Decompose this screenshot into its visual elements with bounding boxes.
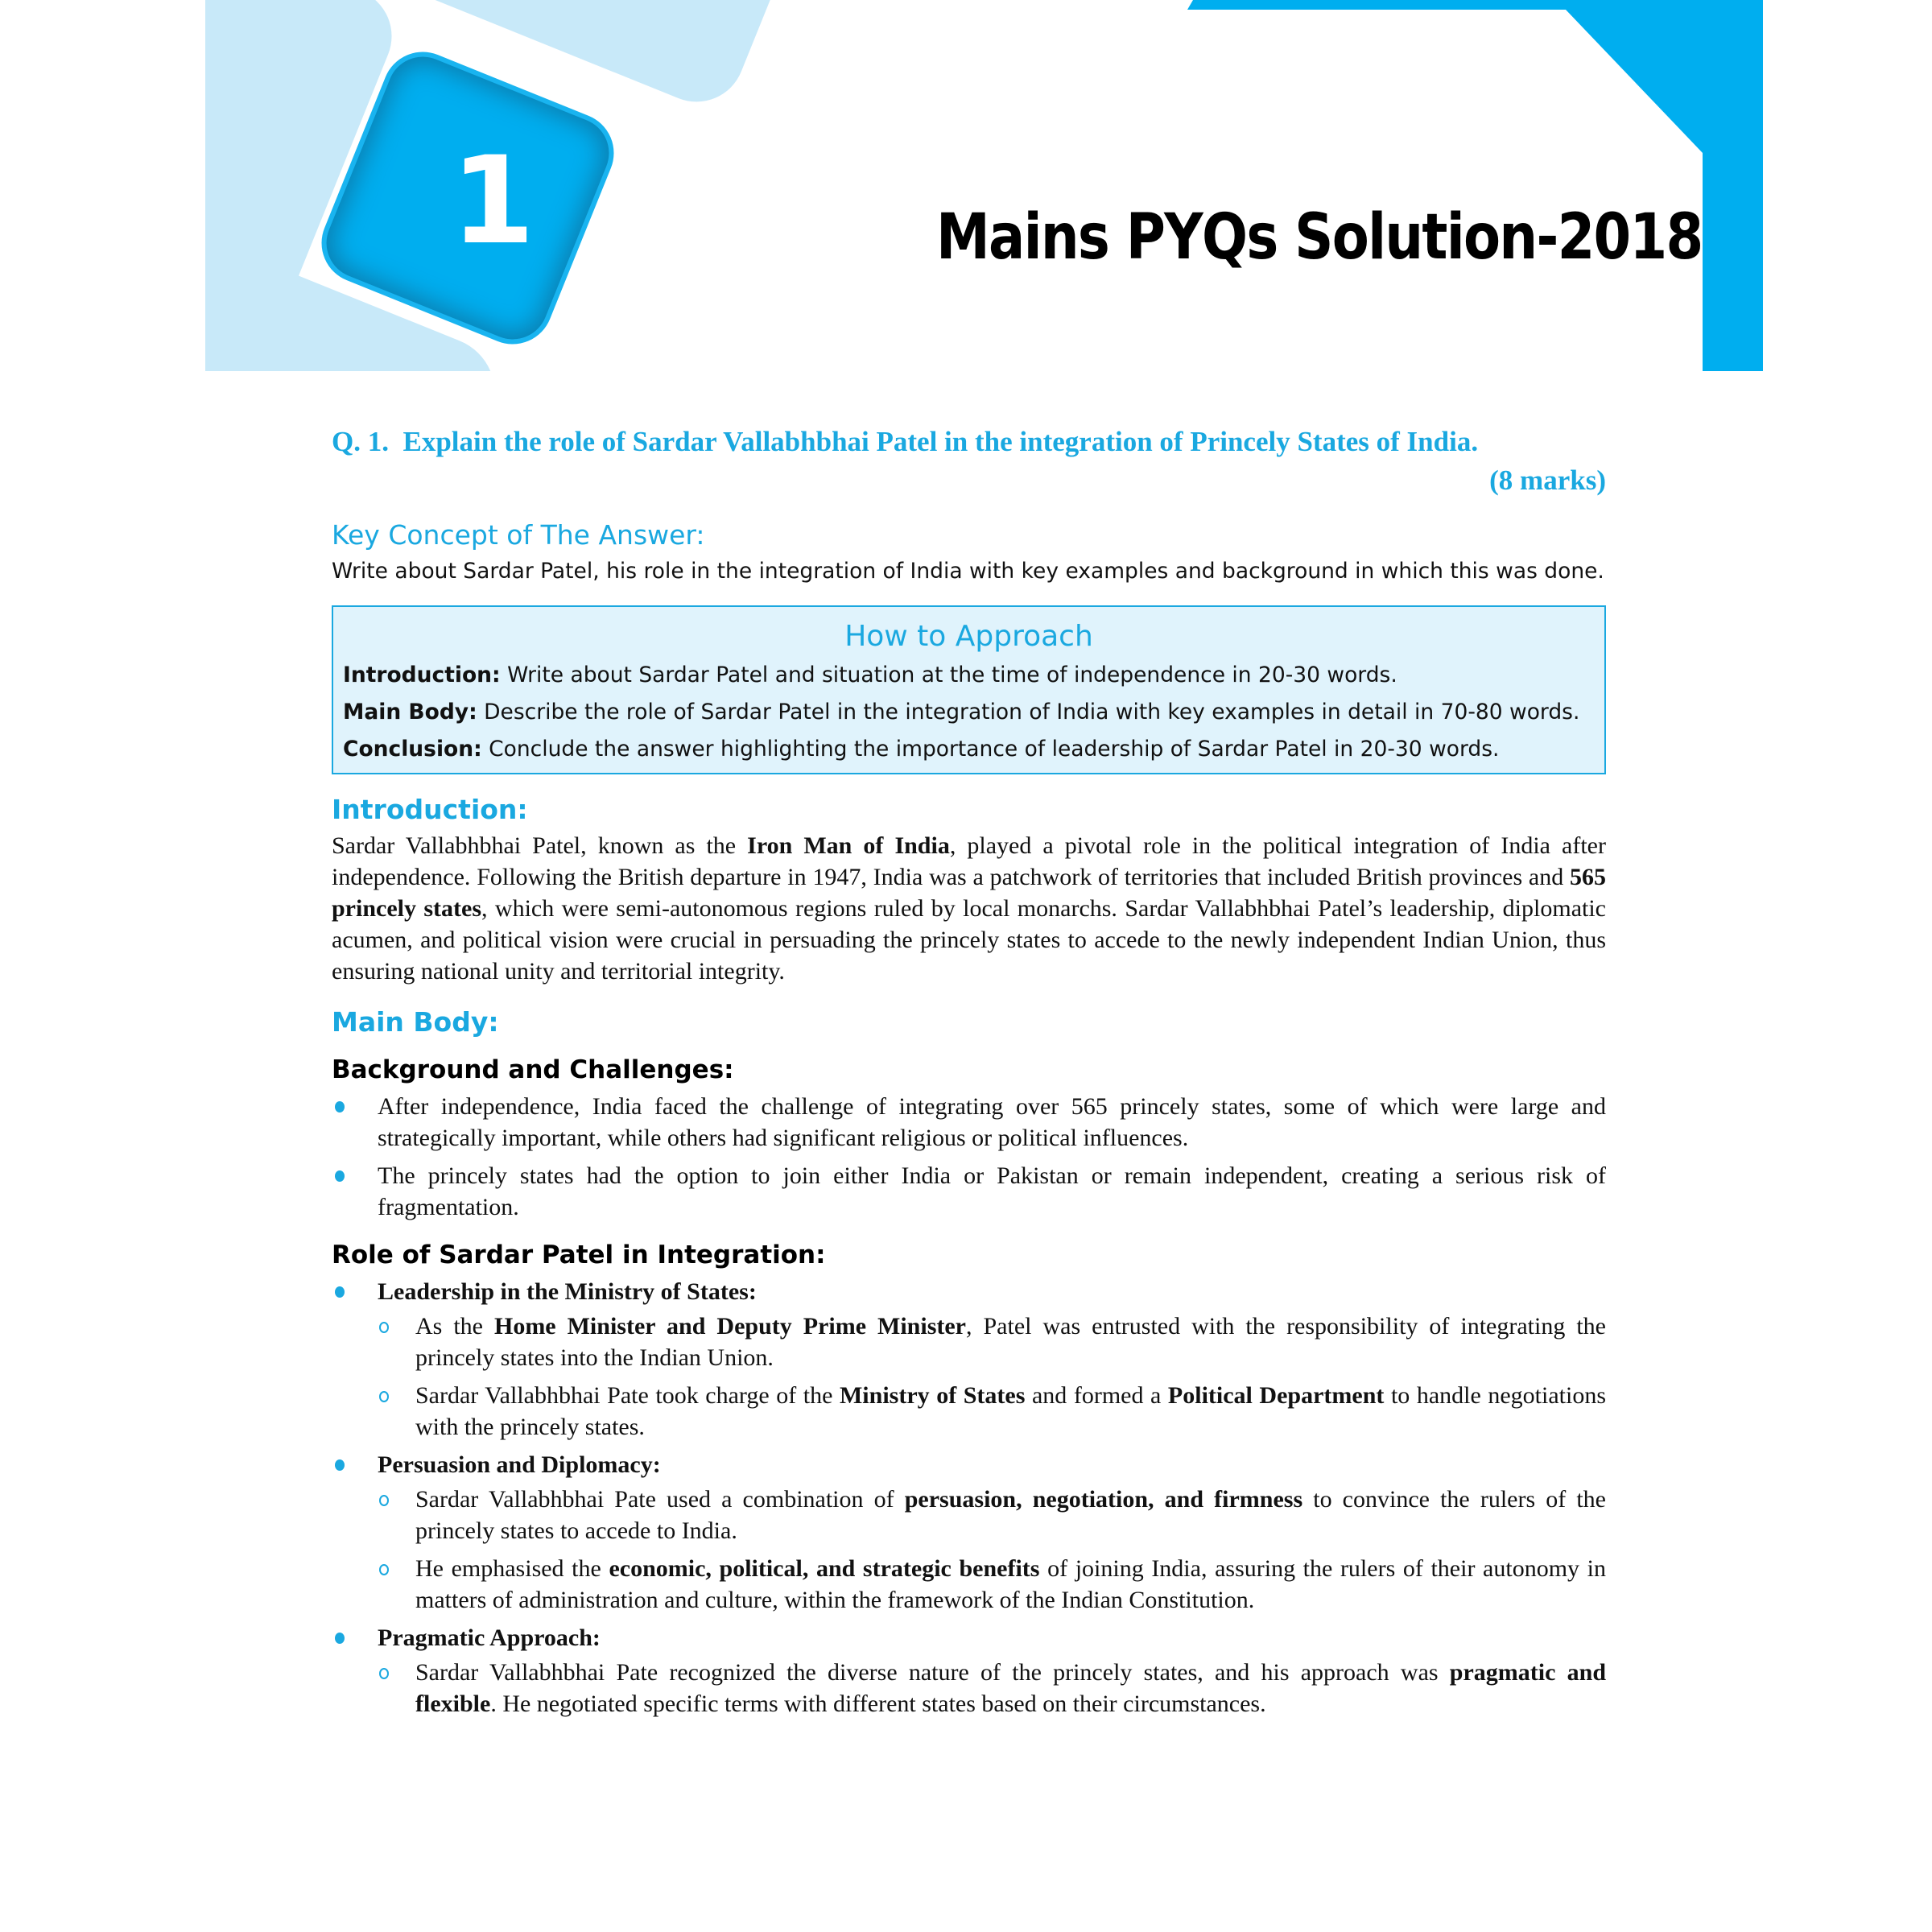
body-text: Sardar Vallabhbhai Pate used a combination of bbox=[415, 1486, 905, 1513]
approach-text: Conclude the answer highlighting the importance of leadership of Sardar Patel in 20-30 words. bbox=[481, 737, 1500, 762]
sub-list-item bbox=[378, 1553, 1606, 1616]
approach-row-introduction bbox=[343, 657, 1595, 694]
emphasis-text: Home Minister and Deputy Prime Minister bbox=[493, 1313, 966, 1340]
sub-list bbox=[378, 1484, 1606, 1616]
body-text: As the bbox=[415, 1313, 494, 1340]
emphasis-text: economic, political, and strategic benefits bbox=[609, 1555, 1040, 1582]
chapter-number: 1 bbox=[451, 131, 535, 271]
emphasis-text: persuasion, negotiation, and firmness bbox=[904, 1486, 1303, 1513]
list-item-title: Leadership in the Ministry of States: bbox=[378, 1278, 757, 1305]
role-heading: Role of Sardar Patel in Integration: bbox=[332, 1241, 826, 1269]
emphasis-text: Iron Man of India bbox=[747, 832, 950, 859]
sub-list-item bbox=[378, 1657, 1606, 1719]
approach-label: Main Body: bbox=[343, 700, 477, 724]
body-text: Sardar Vallabhbhai Patel, known as the bbox=[332, 832, 748, 859]
document-body bbox=[332, 423, 1606, 1726]
list-item-title: Pragmatic Approach: bbox=[378, 1624, 601, 1651]
emphasis-text: 565 princely states bbox=[332, 864, 1606, 922]
page-title: Mains PYQs Solution-2018 bbox=[936, 201, 1703, 274]
body-text: of joining India, assuring the rulers of their autonomy in matters of administration and culture, within the framework of the Indian Constitution. bbox=[415, 1555, 1606, 1613]
approach-label: Introduction: bbox=[343, 663, 501, 687]
sub-list-item bbox=[378, 1484, 1606, 1546]
corner-accent-shape bbox=[1187, 0, 1763, 371]
list-item bbox=[332, 1276, 1606, 1443]
how-to-approach-box bbox=[332, 605, 1606, 774]
question-marks: (8 marks) bbox=[1489, 464, 1606, 496]
sub-list bbox=[378, 1311, 1606, 1443]
chapter-header bbox=[205, 0, 1763, 371]
body-text: to convince the rulers of the princely states to accede to India. bbox=[415, 1486, 1606, 1544]
list-item: The princely states had the option to join either India or Pakistan or remain independent, creating a serious risk of fragmentation. bbox=[332, 1160, 1606, 1223]
body-text: to handle negotiations with the princely states. bbox=[415, 1382, 1607, 1440]
body-text: and formed a bbox=[1025, 1382, 1168, 1409]
key-concept-text: Write about Sardar Patel, his role in the integration of India with key examples and background in which this was done. bbox=[332, 559, 1604, 584]
approach-row-conclusion bbox=[343, 731, 1595, 768]
question-body: Explain the role of Sardar Vallabhbhai Patel in the integration of Princely States of India. bbox=[402, 426, 1479, 457]
body-text: , which were semi-autonomous regions ruled by local monarchs. Sardar Vallabhbhai Patel’s leadership, diplomatic acumen, and political vision were crucial in persuading the princely states to accede to the newly independent Indian Union, thus ensuring national unity and territorial integrity. bbox=[332, 895, 1606, 985]
body-text: He emphasised the bbox=[415, 1555, 609, 1582]
sub-list bbox=[378, 1657, 1606, 1719]
body-text: Sardar Vallabhbhai Pate took charge of the bbox=[415, 1382, 840, 1409]
sub-list-item bbox=[378, 1311, 1606, 1373]
question-label: Q. 1. bbox=[332, 426, 389, 457]
list-item bbox=[332, 1449, 1606, 1616]
list-item bbox=[332, 1622, 1606, 1719]
list-item: After independence, India faced the challenge of integrating over 565 princely states, some of which were large and strategically important, while others had significant religious or political influences. bbox=[332, 1091, 1606, 1154]
sub-list-item bbox=[378, 1380, 1606, 1443]
approach-text: Write about Sardar Patel and situation at the time of independence in 20-30 words. bbox=[500, 663, 1397, 687]
introduction-heading: Introduction: bbox=[332, 794, 528, 825]
body-text: , Patel was entrusted with the responsibility of integrating the princely states into the Indian Union. bbox=[415, 1313, 1606, 1371]
question-text bbox=[332, 423, 1606, 461]
key-concept-heading: Key Concept of The Answer: bbox=[332, 519, 705, 551]
approach-row-main-body bbox=[343, 694, 1595, 731]
body-text: . He negotiated specific terms with different states based on their circumstances. bbox=[490, 1690, 1266, 1717]
emphasis-text: pragmatic and flexible bbox=[415, 1659, 1606, 1717]
body-text: , played a pivotal role in the political integration of India after independence. Following the British departure in 1947, India was a patchwork of territories that included British provinces and bbox=[332, 832, 1606, 890]
list-item-title: Persuasion and Diplomacy: bbox=[378, 1451, 661, 1478]
approach-label: Conclusion: bbox=[343, 737, 482, 762]
background-list bbox=[332, 1091, 1606, 1223]
emphasis-text: Political Department bbox=[1167, 1382, 1385, 1409]
emphasis-text: Ministry of States bbox=[839, 1382, 1026, 1409]
introduction-paragraph bbox=[332, 830, 1606, 987]
body-text: Sardar Vallabhbhai Pate recognized the diverse nature of the princely states, and his approach was bbox=[415, 1659, 1450, 1686]
background-heading: Background and Challenges: bbox=[332, 1055, 734, 1084]
main-body-heading: Main Body: bbox=[332, 1006, 499, 1038]
approach-text: Describe the role of Sardar Patel in the integration of India with key examples in detail in 70-80 words. bbox=[477, 700, 1580, 724]
how-to-approach-title: How to Approach bbox=[844, 620, 1093, 653]
role-list bbox=[332, 1276, 1606, 1719]
